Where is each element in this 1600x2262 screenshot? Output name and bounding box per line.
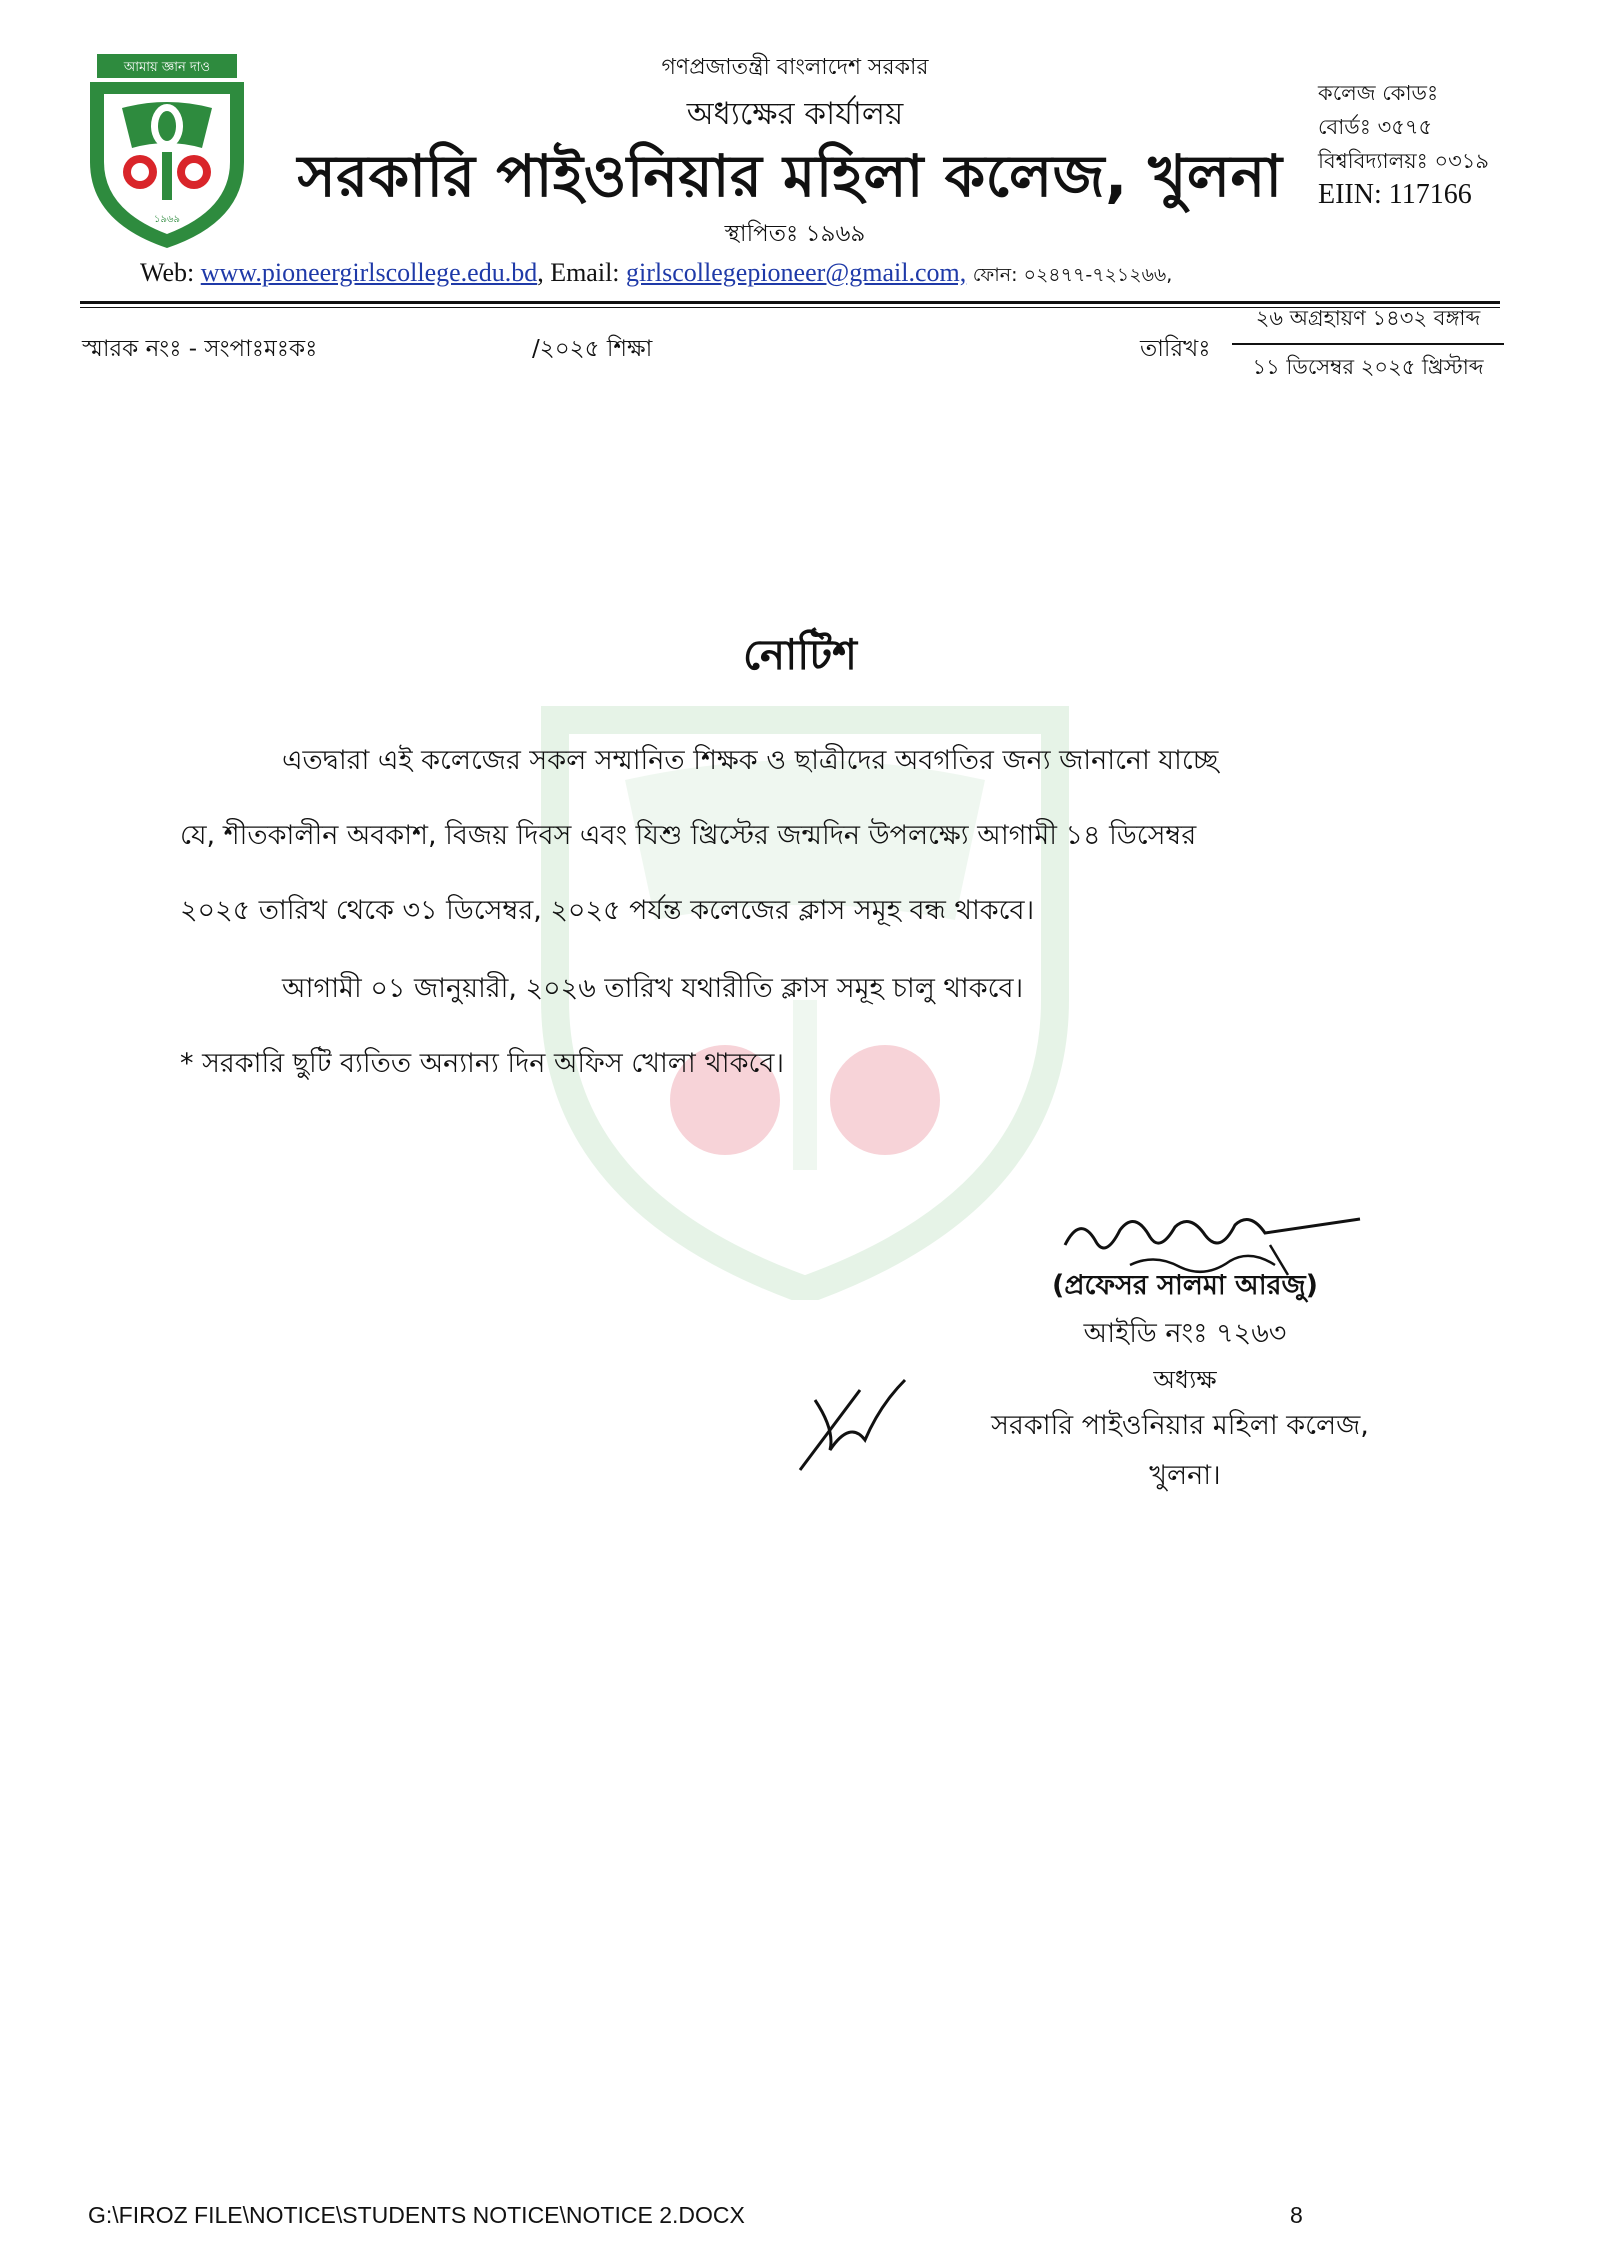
- signatory-id: আইডি নংঃ ৭২৬৩: [1083, 1318, 1287, 1349]
- signatory-name: (প্রফেসর সালমা আরজু): [1051, 1270, 1318, 1301]
- contact-line: [140, 258, 1520, 293]
- college-title: সরকারি পাইওনিয়ার মহিলা কলেজ, খুলনা: [297, 142, 1283, 210]
- notice-line-2: যে, শীতকালীন অবকাশ, বিজয় দিবস এবং যিশু খ্রিস্টের জন্মদিন উপলক্ষ্যে আগামী ১৪ ডিসেম্বর: [180, 820, 1197, 851]
- notice-line-4: আগামী ০১ জানুয়ারী, ২০২৬ তারিখ যথারীতি ক্লাস সমূহ চালু থাকবে।: [282, 973, 1024, 1004]
- notice-title: নোটিশ: [742, 630, 858, 679]
- college-logo: [82, 52, 252, 252]
- footer-page-number: 8: [1290, 2202, 1303, 2228]
- notice-line-3: ২০২৫ তারিখ থেকে ৩১ ডিসেম্বর, ২০২৫ পর্যন্ত কলেজের ক্লাস সমূহ বন্ধ থাকবে।: [180, 895, 1035, 926]
- established-line: স্থাপিতঃ ১৯৬৯: [724, 221, 866, 247]
- college-code-label: কলেজ কোডঃ: [1318, 81, 1439, 105]
- footer-file-path: G:\FIROZ FILE\NOTICE\STUDENTS NOTICE\NOTICE 2.DOCX: [88, 2202, 745, 2228]
- phone-number: ফোন: ০২৪৭৭-৭২১২৬৬,: [972, 264, 1173, 286]
- svg-text:১৯৬৯: ১৯৬৯: [154, 214, 180, 225]
- svg-text:আমায় জ্ঞান দাও: আমায় জ্ঞান দাও: [123, 60, 211, 75]
- notice-line-1: এতদ্বারা এই কলেজের সকল সম্মানিত শিক্ষক ও ছাত্রীদের অবগতির জন্য জানানো যাচ্ছে: [282, 745, 1219, 776]
- date-stack: [1232, 302, 1504, 386]
- notice-line-5: * সরকারি ছুটি ব্যতিত অন্যান্য দিন অফিস খোলা থাকবে।: [180, 1048, 785, 1079]
- email-label: , Email:: [537, 258, 620, 287]
- government-line: গণপ্রজাতন্ত্রী বাংলাদেশ সরকার: [661, 55, 929, 80]
- memo-reference-tail: /২০২৫ শিক্ষা: [532, 336, 653, 362]
- college-codes: [1318, 76, 1489, 212]
- signatory-role: অধ্যক্ষ: [1153, 1365, 1217, 1394]
- board-code: বোর্ডঃ ৩৫৭৫: [1318, 115, 1433, 139]
- date-gregorian: ১১ ডিসেম্বর ২০২৫ খ্রিস্টাব্দ: [1252, 355, 1484, 379]
- eiin-number: EIIN: 117166: [1318, 179, 1472, 210]
- initial-scribble: [790, 1370, 910, 1480]
- date-label: তারিখঃ: [1140, 336, 1211, 362]
- web-label: Web:: [140, 258, 195, 287]
- office-line: অধ্যক্ষের কার্যালয়: [686, 96, 904, 132]
- signatory-college: সরকারি পাইওনিয়ার মহিলা কলেজ,: [991, 1410, 1369, 1441]
- date-bangla: ২৬ অগ্রহায়ণ ১৪৩২ বঙ্গাব্দ: [1232, 302, 1504, 345]
- website-link[interactable]: www.pioneergirlscollege.edu.bd: [200, 258, 538, 287]
- signatory-city: খুলনা।: [1149, 1460, 1221, 1491]
- university-code: বিশ্ববিদ্যালয়ঃ ০৩১৯: [1318, 149, 1490, 173]
- email-link[interactable]: girlscollegepioneer@gmail.com,: [626, 258, 967, 287]
- memo-reference: স্মারক নংঃ - সংপাঃমঃকঃ: [82, 336, 318, 362]
